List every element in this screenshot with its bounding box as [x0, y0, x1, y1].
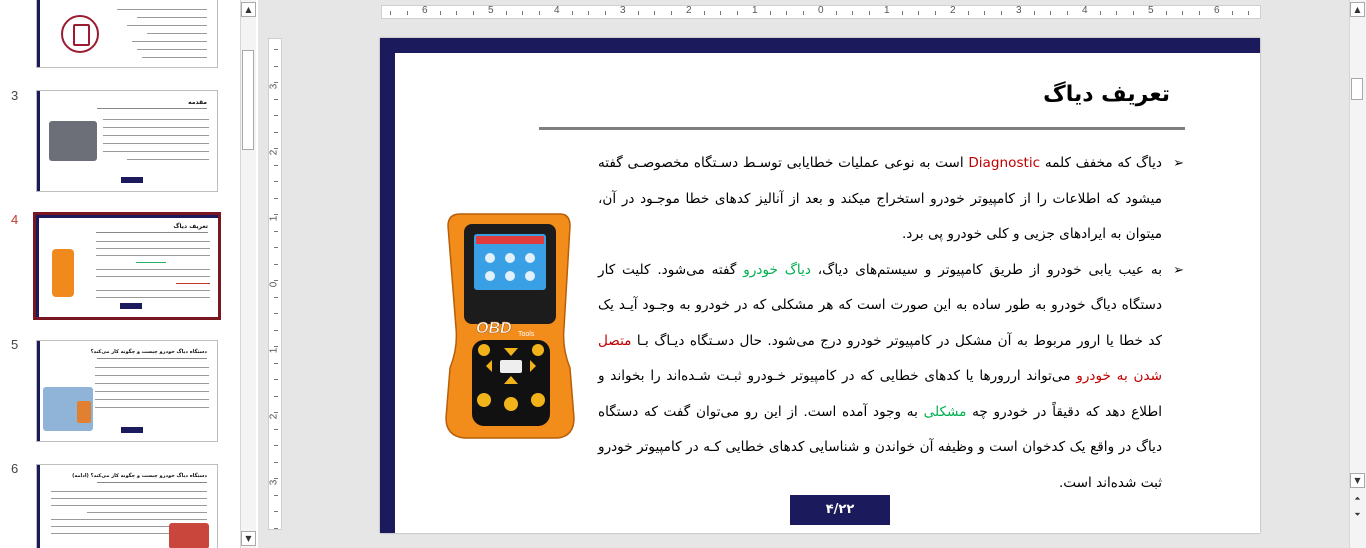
ruler-mark — [1166, 11, 1167, 15]
ruler-mark — [770, 11, 771, 15]
thumb-device-image — [52, 249, 74, 297]
ruler-mark — [1001, 11, 1002, 15]
ruler-mark — [274, 132, 278, 133]
ruler-mark — [918, 11, 919, 15]
thumb-band — [36, 215, 218, 218]
thumb-band — [37, 0, 40, 67]
thumb-text-line — [96, 269, 210, 270]
thumb-rule — [97, 108, 207, 109]
thumb-text-line — [51, 526, 171, 527]
ruler-mark — [704, 11, 705, 15]
ruler-tick: 4 — [554, 5, 560, 16]
thumb-text-line — [103, 127, 209, 128]
thumb-title: دستگاه دیاگ خودرو چیست و چگونه کار می‌کند؟ — [90, 349, 207, 355]
ruler-mark — [803, 11, 804, 15]
ruler-tick: 3 — [1016, 5, 1022, 16]
ruler-mark — [274, 181, 278, 182]
ruler-mark — [572, 11, 573, 15]
slide-number-5: 5 — [11, 337, 19, 352]
ruler-mark — [638, 11, 639, 15]
ruler-mark — [274, 247, 278, 248]
thumb-text-line — [136, 262, 166, 263]
ruler-mark — [390, 11, 391, 15]
ruler-mark — [1182, 11, 1183, 15]
thumb-rule — [97, 482, 207, 483]
text-run: به وجود آمده است. از این رو می‌توان گفت که دستگاه دیاگ در واقع یک کدخوان است و وظیفه آن خواندن و شناسایی کدهای خطایی کـه در کامپیوتر خودرو ثبت شده‌اند است. — [598, 403, 1162, 491]
thumb-photo — [169, 523, 209, 548]
horizontal-ruler[interactable] — [381, 5, 1261, 19]
highlight-connect: متصل شدن به خودرو — [598, 332, 1162, 384]
thumb-text-line — [96, 248, 210, 249]
ruler-mark — [968, 11, 969, 15]
ruler-mark — [274, 346, 278, 347]
thumb-text-line — [103, 119, 209, 120]
thumbnails-scrollbar[interactable] — [240, 0, 256, 548]
arrow-bullet-icon: ➢ — [1173, 156, 1184, 171]
thumb-text-line — [96, 276, 210, 277]
ruler-tick: 6 — [1214, 5, 1220, 16]
ruler-mark — [274, 511, 278, 512]
ruler-mark — [1050, 11, 1051, 15]
slide-number-3: 3 — [11, 88, 19, 103]
ruler-mark — [869, 11, 870, 15]
ruler-mark — [274, 330, 278, 331]
slide-top-band — [380, 38, 1260, 53]
ruler-mark — [506, 11, 507, 15]
thumb-title: مقدمه — [188, 99, 207, 106]
slide-editor — [258, 0, 1350, 548]
ruler-tick: 2 — [950, 5, 956, 16]
next-slide-icon[interactable]: ⏷ — [1354, 510, 1361, 519]
ruler-mark — [274, 49, 278, 50]
slide-thumbnail-5[interactable] — [36, 340, 218, 442]
ruler-mark — [456, 11, 457, 15]
previous-slide-icon[interactable]: ⏶ — [1354, 494, 1361, 503]
ruler-mark — [522, 11, 523, 15]
ruler-mark — [852, 11, 853, 15]
ruler-mark — [274, 148, 278, 149]
ruler-mark — [274, 231, 278, 232]
thumb-text-line — [137, 49, 207, 50]
thumb-text-line — [117, 9, 207, 10]
clipboard-icon — [61, 15, 99, 53]
slide-title[interactable]: تعریف دیاگ — [1043, 82, 1170, 107]
thumb-text-line — [147, 33, 207, 34]
ruler-tick: 5 — [1148, 5, 1154, 16]
thumb-text-line — [127, 25, 207, 26]
highlight-problem: مشکلی — [923, 403, 967, 420]
paragraph-1[interactable] — [598, 146, 1184, 253]
thumb-text-line — [51, 519, 207, 520]
svg-text:OBD: OBD — [476, 320, 512, 337]
title-divider — [539, 127, 1185, 130]
scroll-down-button[interactable]: ▼ — [1350, 473, 1365, 488]
slide-thumbnails-pane[interactable] — [0, 0, 240, 548]
ruler-mark — [407, 11, 408, 15]
ruler-mark — [1100, 11, 1101, 15]
thumb-text-line — [95, 383, 209, 384]
thumb-page-box — [121, 177, 143, 183]
slide-thumbnail-4-selected[interactable] — [33, 212, 221, 320]
scroll-thumb[interactable] — [242, 50, 254, 150]
text-run: گفته می‌شود. کلیت کار دستگاه دیاگ خودرو به طور ساده به این صورت است که هر مشکلی که در خودرو به وجـود آیـد یک کد خطا یا ارور مربوط به آن مشکل در کامپیوتر خودرو درج می‌شود. حال دسـتگاه دیـاگ بـا — [598, 261, 1162, 349]
ruler-mark — [671, 11, 672, 15]
ruler-mark — [274, 280, 278, 281]
ruler-mark — [786, 11, 787, 15]
ruler-mark — [274, 528, 278, 529]
thumb-text-line — [95, 399, 209, 400]
ruler-mark — [274, 82, 278, 83]
ruler-mark — [720, 11, 721, 15]
ruler-mark — [274, 396, 278, 397]
ruler-mark — [836, 11, 837, 15]
slide-number-6: 6 — [11, 461, 19, 476]
thumb-band — [37, 91, 40, 191]
ruler-mark — [274, 214, 278, 215]
ruler-mark — [473, 11, 474, 15]
thumb-text-line — [96, 241, 210, 242]
ruler-mark — [605, 11, 606, 15]
thumb-photo — [49, 121, 97, 161]
ruler-mark — [274, 363, 278, 364]
ruler-mark — [274, 198, 278, 199]
thumb-text-line — [95, 391, 209, 392]
thumb-text-line — [103, 135, 209, 136]
ruler-tick: 2 — [268, 149, 280, 156]
thumb-band — [37, 465, 40, 548]
thumb-text-line — [176, 283, 210, 284]
thumb-text-line — [96, 290, 210, 291]
ruler-tick: 1 — [268, 215, 280, 222]
ruler-mark — [1034, 11, 1035, 15]
ruler-mark — [274, 445, 278, 446]
ruler-mark — [588, 11, 589, 15]
ruler-mark — [1067, 11, 1068, 15]
ruler-mark — [654, 11, 655, 15]
text-run: است به نوعی عملیات خطایابی توسـط دسـتگاه مخصوصـی گفته میشود که اطلاعات را از کامپیوتر خودرو استخراج میکند و بعد از آنالیز کدهای خطا موجـود در آن، میتوان به ایرادهای جزیی و کلی خودرو پی برد. — [598, 155, 1162, 242]
scroll-thumb[interactable] — [1351, 78, 1363, 100]
highlight-diag-khodro: دیاگ خودرو — [743, 261, 811, 278]
thumb-text-line — [95, 367, 209, 368]
ruler-mark — [274, 412, 278, 413]
ruler-tick: 3 — [268, 479, 280, 486]
ruler-mark — [1248, 11, 1249, 15]
thumb-text-line — [103, 151, 209, 152]
ruler-tick: 6 — [422, 5, 428, 16]
ruler-tick: 2 — [268, 413, 280, 420]
thumb-text-line — [96, 297, 210, 298]
thumb-page-box — [121, 427, 143, 433]
thumb-text-line — [142, 57, 207, 58]
thumb-title: تعریف دیاگ — [173, 223, 208, 230]
slide-body-text[interactable] — [598, 146, 1184, 501]
slide-thumbnail-3[interactable] — [36, 90, 218, 192]
thumb-title: دستگاه دیاگ خودرو چیست و چگونه کار می‌کند؟ (ادامه) — [72, 473, 207, 479]
arrow-bullet-icon: ➢ — [1173, 262, 1184, 278]
ruler-mark — [274, 462, 278, 463]
thumb-text-line — [96, 255, 210, 256]
ruler-mark — [935, 11, 936, 15]
scroll-down-button[interactable]: ▼ — [241, 531, 256, 546]
text-run: دیاگ که مخفف کلمه — [1040, 155, 1162, 171]
text-run: می‌تواند اررورها یا کدهای خطایی که در کامپیوتر خـودرو ثبـت شـده‌اند را بخواند و اطلاع دهد که دقیقاً در خودرو چه — [598, 368, 1162, 420]
thumb-text-line — [132, 41, 207, 42]
ruler-mark — [1133, 11, 1134, 15]
ruler-mark — [1232, 11, 1233, 15]
thumb-text-line — [51, 498, 207, 499]
ruler-mark — [274, 115, 278, 116]
thumb-text-line — [127, 159, 209, 160]
thumb-text-line — [87, 512, 207, 513]
thumb-text-line — [103, 143, 209, 144]
ruler-mark — [274, 264, 278, 265]
ruler-mark — [274, 165, 278, 166]
ruler-mark — [274, 66, 278, 67]
ruler-tick: 0 — [268, 281, 280, 288]
ruler-mark — [274, 429, 278, 430]
ruler-mark — [440, 11, 441, 15]
scroll-up-button[interactable]: ▲ — [241, 2, 256, 17]
slide-canvas[interactable] — [380, 38, 1260, 533]
thumb-text-line — [51, 533, 171, 534]
ruler-mark — [539, 11, 540, 15]
ruler-tick: 1 — [268, 347, 280, 354]
ruler-mark — [1116, 11, 1117, 15]
slide-left-band — [380, 38, 395, 533]
thumb-band — [36, 215, 39, 317]
obd-device-image[interactable] — [442, 208, 577, 443]
thumb-rule — [96, 232, 208, 233]
thumb-page-box — [120, 303, 142, 309]
term-diagnostic: Diagnostic — [968, 155, 1041, 171]
ruler-mark — [274, 313, 278, 314]
ruler-tick: 4 — [1082, 5, 1088, 16]
ruler-mark — [274, 495, 278, 496]
thumb-text-line — [95, 407, 209, 408]
ruler-tick: 3 — [268, 83, 280, 90]
ruler-tick: 1 — [884, 5, 890, 16]
ruler-tick: 3 — [620, 5, 626, 16]
paragraph-2[interactable] — [598, 253, 1184, 502]
slide-thumbnail-2[interactable] — [36, 0, 218, 68]
thumb-rule — [97, 358, 207, 359]
editor-scrollbar[interactable] — [1349, 0, 1366, 548]
thumb-text-line — [51, 491, 207, 492]
ruler-mark — [1199, 11, 1200, 15]
scroll-up-button[interactable]: ▲ — [1350, 2, 1365, 17]
thumb-text-line — [95, 375, 209, 376]
thumb-band — [37, 341, 40, 441]
ruler-mark — [902, 11, 903, 15]
ruler-tick: 2 — [686, 5, 692, 16]
slide-number-4: 4 — [11, 212, 19, 227]
text-run: به عیب یابی خودرو از طریق کامپیوتر و سیستم‌های دیاگ، — [810, 261, 1162, 278]
ruler-mark — [984, 11, 985, 15]
ruler-mark — [274, 297, 278, 298]
thumb-text-line — [137, 17, 207, 18]
ruler-mark — [274, 379, 278, 380]
ruler-mark — [274, 99, 278, 100]
thumb-text-line — [51, 505, 207, 506]
ruler-tick: 0 — [818, 5, 824, 16]
thumb-device-image — [77, 401, 91, 423]
page-number-box: ۴/۲۲ — [790, 495, 890, 525]
svg-text:Tools: Tools — [518, 331, 535, 338]
ruler-tick: 1 — [752, 5, 758, 16]
ruler-tick: 5 — [488, 5, 494, 16]
ruler-mark — [274, 478, 278, 479]
slide-thumbnail-6[interactable] — [36, 464, 218, 548]
vertical-ruler[interactable] — [268, 38, 282, 530]
ruler-mark — [737, 11, 738, 15]
